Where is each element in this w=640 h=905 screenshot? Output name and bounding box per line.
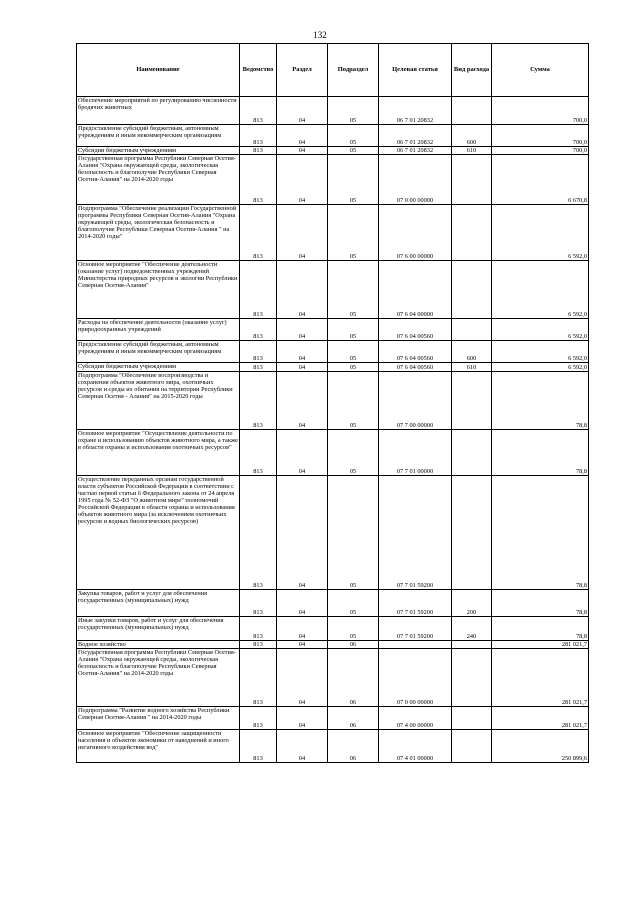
cell-sum: 6 592,0	[492, 319, 589, 341]
table-row	[77, 205, 589, 261]
cell-target: 06 7 01 20832	[379, 125, 452, 147]
cell-name: Государственная программа Республики Северная Осетия-Алания "Охрана окружающей среды, экологическая безопасность и благополучие Республики Северная Осетия-Алания" на 2014-2020 годы	[77, 649, 240, 707]
cell-dept: 813	[240, 617, 277, 641]
cell-exp-type: 200	[452, 590, 492, 617]
cell-section: 04	[277, 730, 328, 763]
cell-target: 06 7 01 20832	[379, 147, 452, 155]
cell-target: 07 6 04 00560	[379, 319, 452, 341]
cell-dept: 813	[240, 476, 277, 590]
cell-target: 06 7 01 20832	[379, 97, 452, 125]
cell-subsection: 05	[328, 476, 379, 590]
header-sum: Сумма	[492, 44, 589, 97]
cell-sum: 700,0	[492, 147, 589, 155]
cell-name: Предоставление субсидий бюджетным, автономным учреждениям и иным некоммерческим организациям	[77, 125, 240, 147]
cell-subsection: 05	[328, 319, 379, 341]
cell-subsection: 05	[328, 97, 379, 125]
cell-target	[379, 641, 452, 649]
header-dept: Ведомство	[240, 44, 277, 97]
cell-exp-type: 600	[452, 125, 492, 147]
cell-target: 07 0 00 00000	[379, 155, 452, 205]
cell-exp-type: 610	[452, 363, 492, 372]
cell-exp-type	[452, 476, 492, 590]
cell-section: 04	[277, 372, 328, 430]
table-row	[77, 372, 589, 430]
table-row	[77, 147, 589, 155]
table-row	[77, 261, 589, 319]
cell-exp-type	[452, 97, 492, 125]
cell-name: Подпрограмма "Обеспечение реализации Государственной программы Республики Северная Осетия-Алания "Охрана окружающей среды, экологическая безопасность и благополучие Республики Северная Осетия-Алания " на 2014-2020 годы"	[77, 205, 240, 261]
cell-dept: 813	[240, 341, 277, 363]
table-row	[77, 590, 589, 617]
budget-table	[76, 43, 589, 763]
header-target: Целевая статья	[379, 44, 452, 97]
cell-exp-type	[452, 430, 492, 476]
cell-name: Государственная программа Республики Северная Осетия-Алания "Охрана окружающей среды, экологическая безопасность и благополучие Республики Северная Осетия-Алания" на 2014-2020 годы	[77, 155, 240, 205]
cell-sum: 6 592,0	[492, 205, 589, 261]
table-row	[77, 730, 589, 763]
cell-section: 04	[277, 641, 328, 649]
cell-subsection: 05	[328, 261, 379, 319]
cell-section: 04	[277, 205, 328, 261]
cell-name: Субсидии бюджетным учреждениям	[77, 147, 240, 155]
table-row	[77, 125, 589, 147]
cell-section: 04	[277, 319, 328, 341]
table-row	[77, 476, 589, 590]
cell-exp-type: 240	[452, 617, 492, 641]
cell-dept: 813	[240, 205, 277, 261]
cell-dept: 813	[240, 430, 277, 476]
cell-section: 04	[277, 430, 328, 476]
table-row	[77, 430, 589, 476]
page-number: 132	[313, 30, 327, 40]
table-row	[77, 155, 589, 205]
cell-section: 04	[277, 649, 328, 707]
cell-section: 04	[277, 363, 328, 372]
cell-subsection: 06	[328, 649, 379, 707]
cell-subsection: 06	[328, 730, 379, 763]
cell-name: Расходы на обеспечение деятельности (оказание услуг) природоохранных учреждений	[77, 319, 240, 341]
cell-name: Иные закупки товаров, работ и услуг для обеспечения государственных (муниципальных) нужд	[77, 617, 240, 641]
table-row	[77, 363, 589, 372]
cell-sum: 700,0	[492, 97, 589, 125]
cell-sum: 6 592,0	[492, 261, 589, 319]
cell-dept: 813	[240, 147, 277, 155]
cell-name: Основное мероприятие "Осуществление деятельности по охране и использованию объектов животного мира, а также в области охраны и использования охотничьих ресурсов"	[77, 430, 240, 476]
cell-exp-type: 600	[452, 341, 492, 363]
cell-name: Основное мероприятие "Обеспечение деятельности (оказание услуг) подведомственных учреждений Министерства природных ресурсов и экологии Республики Северная Осетия-Алания"	[77, 261, 240, 319]
cell-section: 04	[277, 97, 328, 125]
cell-exp-type	[452, 641, 492, 649]
table-row	[77, 97, 589, 125]
cell-dept: 813	[240, 363, 277, 372]
cell-dept: 813	[240, 372, 277, 430]
cell-name: Подпрограмма "Развитие водного хозяйства Республики Северная Осетия-Алания " на 2014-2020 годы	[77, 707, 240, 730]
cell-section: 04	[277, 341, 328, 363]
cell-exp-type	[452, 205, 492, 261]
cell-target: 07 7 01 59200	[379, 476, 452, 590]
cell-name: Подпрограмма "Обеспечение воспроизводства и сохранения объектов животного мира, охотничьих ресурсов и среды их обитания на территории Республики Северная Осетия - Алания" на 2015-2020 годы	[77, 372, 240, 430]
cell-target: 07 6 00 00000	[379, 205, 452, 261]
cell-target: 07 7 01 59200	[379, 617, 452, 641]
cell-section: 04	[277, 155, 328, 205]
cell-sum: 78,8	[492, 372, 589, 430]
cell-sum: 78,8	[492, 617, 589, 641]
table-row	[77, 707, 589, 730]
cell-section: 04	[277, 261, 328, 319]
cell-sum: 6 670,8	[492, 155, 589, 205]
cell-name: Закупка товаров, работ и услуг для обеспечения государственных (муниципальных) нужд	[77, 590, 240, 617]
cell-sum: 78,8	[492, 430, 589, 476]
cell-exp-type	[452, 319, 492, 341]
cell-exp-type	[452, 649, 492, 707]
cell-section: 04	[277, 590, 328, 617]
table-row	[77, 617, 589, 641]
cell-subsection: 06	[328, 707, 379, 730]
cell-sum: 281 021,7	[492, 707, 589, 730]
cell-sum: 6 592,0	[492, 363, 589, 372]
cell-subsection: 05	[328, 341, 379, 363]
cell-dept: 813	[240, 155, 277, 205]
cell-name: Водное хозяйство	[77, 641, 240, 649]
cell-sum: 250 899,6	[492, 730, 589, 763]
cell-dept: 813	[240, 261, 277, 319]
cell-dept: 813	[240, 319, 277, 341]
cell-subsection: 06	[328, 641, 379, 649]
cell-target: 07 7 00 00000	[379, 372, 452, 430]
cell-exp-type	[452, 730, 492, 763]
cell-subsection: 05	[328, 363, 379, 372]
cell-name: Основное мероприятие "Обеспечение защищенности населения и объектов экономики от наводнений и иного негативного воздействия вод"	[77, 730, 240, 763]
cell-sum: 281 021,7	[492, 649, 589, 707]
cell-dept: 813	[240, 649, 277, 707]
cell-target: 07 6 04 00560	[379, 363, 452, 372]
cell-exp-type: 610	[452, 147, 492, 155]
table-row	[77, 341, 589, 363]
cell-section: 04	[277, 476, 328, 590]
cell-subsection: 05	[328, 147, 379, 155]
table-row	[77, 319, 589, 341]
cell-sum: 281 021,7	[492, 641, 589, 649]
cell-subsection: 05	[328, 205, 379, 261]
header-subsection: Подраздел	[328, 44, 379, 97]
cell-section: 04	[277, 707, 328, 730]
cell-exp-type	[452, 261, 492, 319]
cell-subsection: 05	[328, 590, 379, 617]
cell-section: 04	[277, 125, 328, 147]
cell-target: 07 0 00 00000	[379, 649, 452, 707]
cell-dept: 813	[240, 125, 277, 147]
cell-dept: 813	[240, 730, 277, 763]
header-name: Наименование	[77, 44, 240, 97]
cell-dept: 813	[240, 590, 277, 617]
cell-name: Осуществление переданных органам государственной власти субъектов Российской Федерации в соответствии с частью первой статьи 6 Федерального закона от 24 апреля 1995 года № 52-ФЗ "О животном мире" полномочий Российской Федерации в области охраны и использования объектов животного мира (за исключением охотничьих ресурсов и водных биологических ресурсов)	[77, 476, 240, 590]
cell-section: 04	[277, 617, 328, 641]
cell-target: 07 4 01 00000	[379, 730, 452, 763]
cell-target: 07 6 04 00000	[379, 261, 452, 319]
cell-section: 04	[277, 147, 328, 155]
cell-sum: 6 592,0	[492, 341, 589, 363]
cell-target: 07 6 04 00560	[379, 341, 452, 363]
cell-subsection: 05	[328, 617, 379, 641]
cell-dept: 813	[240, 707, 277, 730]
cell-subsection: 05	[328, 430, 379, 476]
header-section: Раздел	[277, 44, 328, 97]
cell-subsection: 05	[328, 125, 379, 147]
cell-sum: 700,0	[492, 125, 589, 147]
cell-exp-type	[452, 372, 492, 430]
cell-sum: 78,8	[492, 590, 589, 617]
cell-target: 07 7 01 00000	[379, 430, 452, 476]
table-header-row	[77, 44, 589, 97]
cell-subsection: 05	[328, 155, 379, 205]
cell-sum: 78,8	[492, 476, 589, 590]
cell-name: Субсидии бюджетным учреждениям	[77, 363, 240, 372]
cell-dept: 813	[240, 97, 277, 125]
cell-name: Предоставление субсидий бюджетным, автономным учреждениям и иным некоммерческим организациям	[77, 341, 240, 363]
table-row	[77, 641, 589, 649]
cell-subsection: 05	[328, 372, 379, 430]
header-exp-type: Вид расхода	[452, 44, 492, 97]
cell-target: 07 4 00 00000	[379, 707, 452, 730]
cell-exp-type	[452, 155, 492, 205]
table-row	[77, 649, 589, 707]
cell-dept: 813	[240, 641, 277, 649]
cell-target: 07 7 01 59200	[379, 590, 452, 617]
cell-exp-type	[452, 707, 492, 730]
cell-name: Обеспечение мероприятий по регулированию численности бродячих животных	[77, 97, 240, 125]
